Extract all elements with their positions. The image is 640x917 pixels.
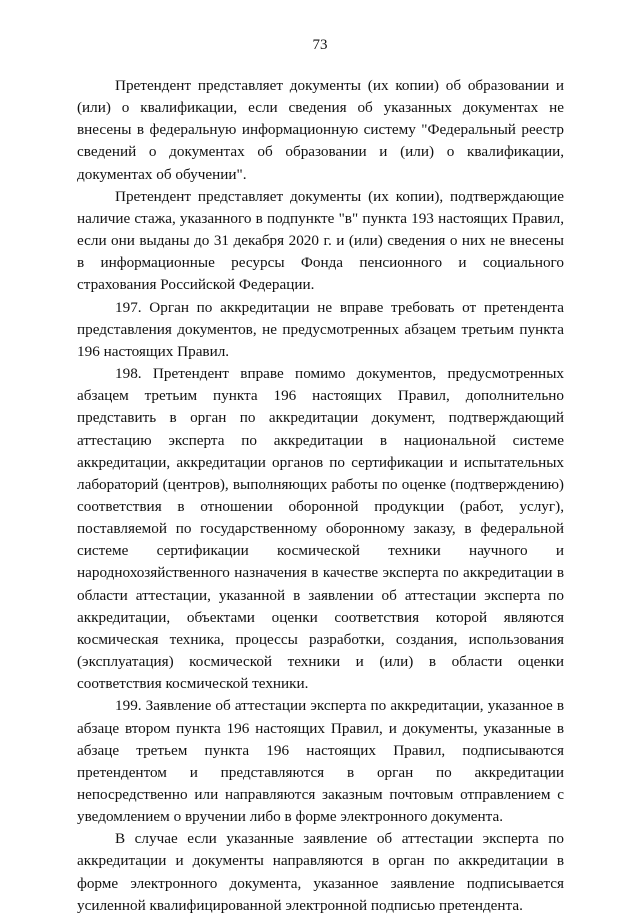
paragraph-electronic-submission: В случае если указанные заявление об аттестации эксперта по аккредитации и документы направляются в орган по аккредитации в форме электронного документа, указанное заявление подписывается усиленной квалифицированной электронной подписью претендента.	[77, 830, 564, 914]
paragraph-198: 198. Претендент вправе помимо документов, предусмотренных абзацем третьим пункта 196 настоящих Правил, дополнительно представить в орган по аккредитации документ, подтверждающий аттестацию эксперта по аккредитации в национальной системе аккредитации, аккредитации органов по сертификации и испытательных лабораторий (центров), выполняющих работы по оценке (подтверждению) соответствия в отношении оборонной продукции (работ, услуг), поставляемой по государственному оборонному заказу, в федеральной системе сертификации космической техники научного и народнохозяйственного назначения в качестве эксперта по аккредитации в области аттестации, указанной в заявлении об аттестации эксперта по аккредитации, объектами оценки соответствия которой являются космическая техника, процессы разработки, создания, использования (эксплуатация) космической техники и (или) в области оценки соответствия космической техники.	[77, 365, 564, 693]
document-body	[77, 75, 564, 917]
paragraph-199: 199. Заявление об аттестации эксперта по аккредитации, указанное в абзаце втором пункта 196 настоящих Правил, и документы, указанные в абзаце третьем пункта 196 настоящих Правил, подписываются претендентом и представляются в орган по аккредитации непосредственно или направляются заказным почтовым отправлением с уведомлением о вручении либо в форме электронного документа.	[77, 697, 564, 826]
paragraph-education-documents: Претендент представляет документы (их копии) об образовании и (или) о квалификации, если сведения об указанных документах не внесены в федеральную информационную систему "Федеральный реестр сведений о документах об образовании и (или) о квалификации, документах об обучении".	[77, 77, 564, 183]
page-number: 73	[312, 37, 328, 53]
paragraph-work-experience: Претендент представляет документы (их копии), подтверждающие наличие стажа, указанного в подпункте "в" пункта 193 настоящих Правил, если они выданы до 31 декабря 2020 г. и (или) сведения о них не внесены в информационные ресурсы Фонда пенсионного и социального страхования Российской Федерации.	[77, 187, 564, 294]
paragraph-197: 197. Орган по аккредитации не вправе требовать от претендента представления документов, не предусмотренных абзацем третьим пункта 196 настоящих Правил.	[77, 298, 564, 360]
